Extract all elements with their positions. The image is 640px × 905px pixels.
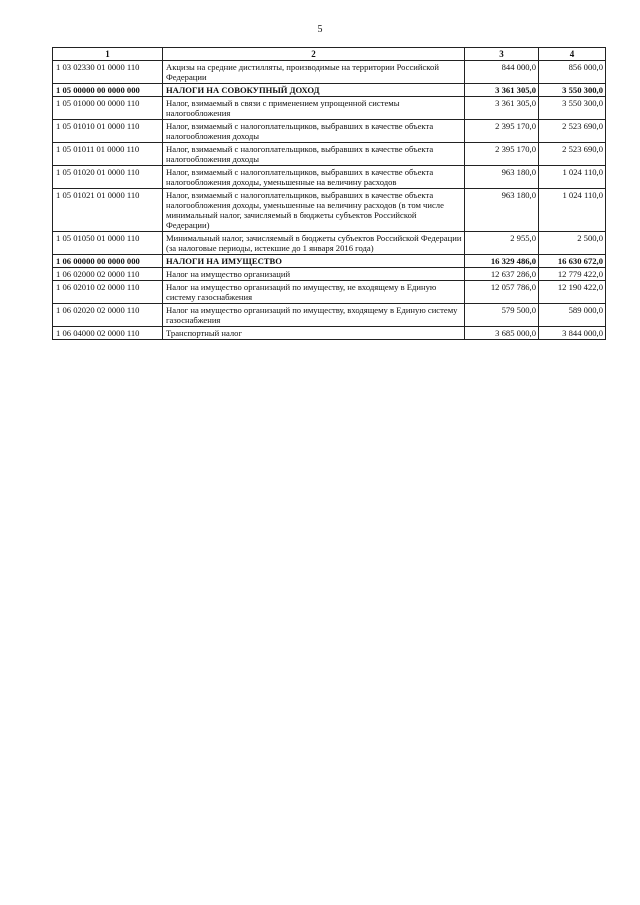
amount-col4-cell: 1 024 110,0 — [539, 189, 606, 232]
budget-code-cell: 1 06 02020 02 0000 110 — [53, 304, 163, 327]
budget-code-cell: 1 05 01020 01 0000 110 — [53, 166, 163, 189]
table-body — [53, 61, 606, 340]
revenue-name-cell: Налог на имущество организаций — [163, 268, 465, 281]
table-row — [53, 327, 606, 340]
amount-col3-cell: 16 329 486,0 — [465, 255, 539, 268]
revenue-name-cell: Налог на имущество организаций по имуществу, не входящему в Единую систему газоснабжения — [163, 281, 465, 304]
budget-code-cell: 1 05 01000 00 0000 110 — [53, 97, 163, 120]
revenue-name-cell: Налог, взимаемый с налогоплательщиков, выбравших в качестве объекта налогообложения доходы — [163, 120, 465, 143]
amount-col4-cell: 589 000,0 — [539, 304, 606, 327]
amount-col3-cell: 579 500,0 — [465, 304, 539, 327]
amount-col3-cell: 3 685 000,0 — [465, 327, 539, 340]
table-row — [53, 232, 606, 255]
page-number: 5 — [317, 24, 323, 35]
amount-col3-cell: 12 637 286,0 — [465, 268, 539, 281]
amount-col3-cell: 2 395 170,0 — [465, 120, 539, 143]
budget-code-cell: 1 06 02000 02 0000 110 — [53, 268, 163, 281]
table-header-row — [53, 48, 606, 61]
budget-code-cell: 1 03 02330 01 0000 110 — [53, 61, 163, 84]
revenue-name-cell: Налог, взимаемый с налогоплательщиков, выбравших в качестве объекта налогообложения доходы — [163, 143, 465, 166]
amount-col4-cell: 2 523 690,0 — [539, 120, 606, 143]
budget-code-cell: 1 06 00000 00 0000 000 — [53, 255, 163, 268]
revenue-name-cell: Минимальный налог, зачисляемый в бюджеты субъектов Российской Федерации (за налоговые периоды, истекшие до 1 января 2016 года) — [163, 232, 465, 255]
revenue-table — [52, 47, 606, 340]
budget-code-cell: 1 05 01011 01 0000 110 — [53, 143, 163, 166]
amount-col4-cell: 3 844 000,0 — [539, 327, 606, 340]
table-row — [53, 61, 606, 84]
column-header-2: 2 — [163, 48, 465, 61]
table-row-section — [53, 84, 606, 97]
amount-col4-cell: 12 779 422,0 — [539, 268, 606, 281]
table-row — [53, 281, 606, 304]
table-row — [53, 189, 606, 232]
column-header-3: 3 — [465, 48, 539, 61]
table-row — [53, 268, 606, 281]
amount-col4-cell: 2 523 690,0 — [539, 143, 606, 166]
budget-code-cell: 1 06 02010 02 0000 110 — [53, 281, 163, 304]
amount-col3-cell: 12 057 786,0 — [465, 281, 539, 304]
budget-code-cell: 1 05 01050 01 0000 110 — [53, 232, 163, 255]
table-row — [53, 166, 606, 189]
amount-col3-cell: 963 180,0 — [465, 189, 539, 232]
table-row — [53, 143, 606, 166]
table-row — [53, 304, 606, 327]
amount-col4-cell: 1 024 110,0 — [539, 166, 606, 189]
amount-col3-cell: 844 000,0 — [465, 61, 539, 84]
amount-col3-cell: 2 395 170,0 — [465, 143, 539, 166]
revenue-name-cell: Транспортный налог — [163, 327, 465, 340]
revenue-name-cell: НАЛОГИ НА ИМУЩЕСТВО — [163, 255, 465, 268]
amount-col3-cell: 2 955,0 — [465, 232, 539, 255]
revenue-name-cell: Акцизы на средние дистилляты, производимые на территории Российской Федерации — [163, 61, 465, 84]
amount-col4-cell: 16 630 672,0 — [539, 255, 606, 268]
budget-code-cell: 1 05 01021 01 0000 110 — [53, 189, 163, 232]
table-row-section — [53, 255, 606, 268]
budget-code-cell: 1 05 00000 00 0000 000 — [53, 84, 163, 97]
column-header-1: 1 — [53, 48, 163, 61]
budget-code-cell: 1 06 04000 02 0000 110 — [53, 327, 163, 340]
table-row — [53, 120, 606, 143]
amount-col3-cell: 3 361 305,0 — [465, 97, 539, 120]
amount-col4-cell: 856 000,0 — [539, 61, 606, 84]
amount-col4-cell: 12 190 422,0 — [539, 281, 606, 304]
amount-col4-cell: 2 500,0 — [539, 232, 606, 255]
revenue-name-cell: Налог, взимаемый с налогоплательщиков, выбравших в качестве объекта налогообложения доходы, уменьшенные на величину расходов (в том числе минимальный налог, зачисляемый в бюджеты субъектов Российской Федерации) — [163, 189, 465, 232]
column-header-4: 4 — [539, 48, 606, 61]
budget-code-cell: 1 05 01010 01 0000 110 — [53, 120, 163, 143]
revenue-name-cell: Налог, взимаемый с налогоплательщиков, выбравших в качестве объекта налогообложения доходы, уменьшенные на величину расходов — [163, 166, 465, 189]
amount-col4-cell: 3 550 300,0 — [539, 84, 606, 97]
table-row — [53, 97, 606, 120]
revenue-name-cell: НАЛОГИ НА СОВОКУПНЫЙ ДОХОД — [163, 84, 465, 97]
amount-col3-cell: 963 180,0 — [465, 166, 539, 189]
amount-col4-cell: 3 550 300,0 — [539, 97, 606, 120]
amount-col3-cell: 3 361 305,0 — [465, 84, 539, 97]
revenue-name-cell: Налог на имущество организаций по имуществу, входящему в Единую систему газоснабжения — [163, 304, 465, 327]
revenue-name-cell: Налог, взимаемый в связи с применением упрощенной системы налогообложения — [163, 97, 465, 120]
